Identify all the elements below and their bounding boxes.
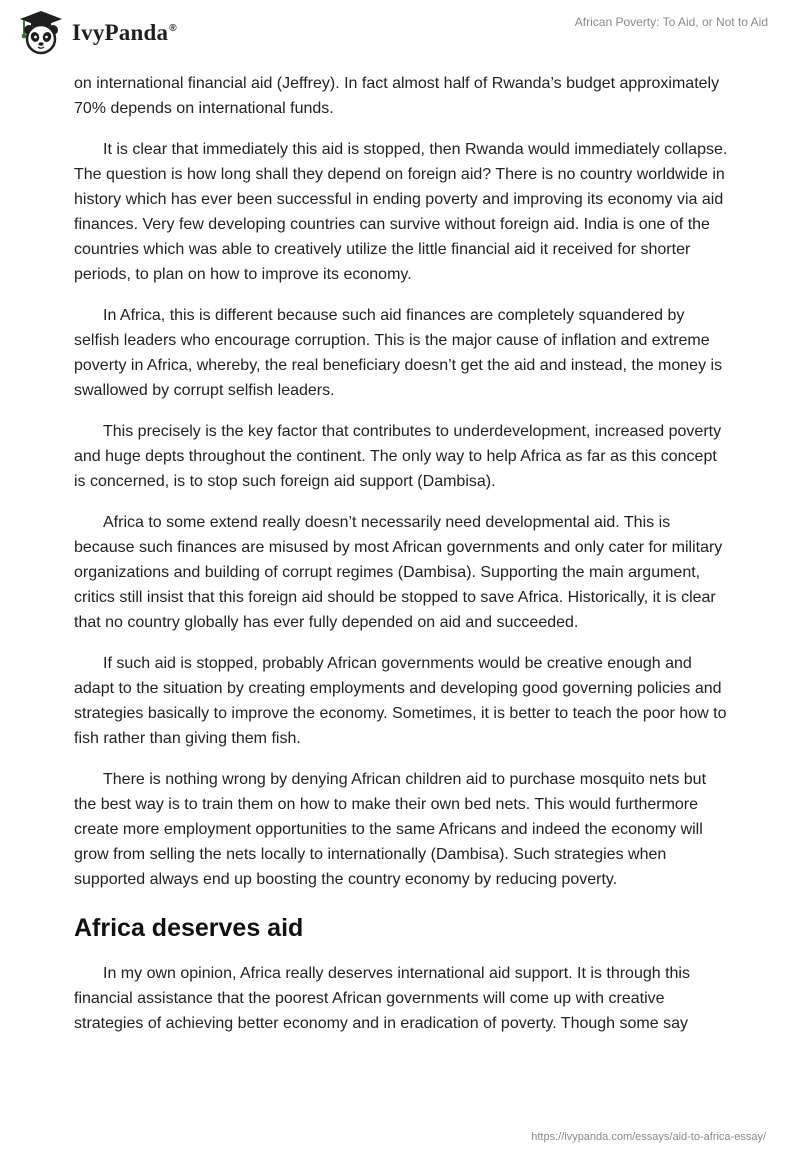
registered-mark: ®: [169, 23, 177, 35]
essay-content: [74, 71, 728, 1052]
paragraph-developmental-aid: Africa to some extend really doesn’t necessarily need developmental aid. This is because such finances are misused by most African governments and only cater for military organizations and building of corrupt regimes (Dambisa). Supporting the main argument, critics still insist that this foreign aid should be stopped to save Africa. Historically, it is clear that no country globally has ever fully depended on aid and succeeded.: [74, 514, 723, 631]
paragraph-africa-different: In Africa, this is different because such aid finances are completely squandered by selfish leaders who encourage corruption. This is the major cause of inflation and extreme poverty in Africa, whereby, the real beneficiary doesn’t get the aid and instead, the money is swallowed by corrupt selfish leaders.: [74, 307, 723, 399]
paragraph-mosquito-nets: There is nothing wrong by denying African children aid to purchase mosquito nets but the best way is to train them on how to make their own bed nets. This would furthermore create more employment opportunities to the same Africans and indeed the economy will grow from selling the nets locally to internationally (Dambisa). Such strategies when supported always end up boosting the country economy by reducing poverty.: [74, 771, 707, 888]
brand-label: IvyPanda: [72, 20, 169, 45]
ivypanda-logo[interactable]: [16, 8, 177, 58]
brand-name: [72, 20, 177, 46]
paragraph-rwanda-collapse: It is clear that immediately this aid is stopped, then Rwanda would immediately collapse. The question is how long shall they depend on foreign aid? There is no country worldwide in history which has ever been successful in ending poverty and improving its economy via aid finances. Very few developing countries can survive without foreign aid. India is one of the countries which was able to creatively utilize the little financial aid it received for shorter periods, to plan on how to improve its economy.: [74, 141, 728, 283]
paragraph-continued: on international financial aid (Jeffrey). In fact almost half of Rwanda’s budget approximately 70% depends on international funds.: [74, 75, 720, 117]
panda-graduate-icon: [16, 8, 66, 58]
source-url[interactable]: https://ivypanda.com/essays/aid-to-africa-essay/: [531, 1131, 766, 1143]
page-header: [0, 0, 800, 70]
document-title: African Poverty: To Aid, or Not to Aid: [574, 15, 768, 29]
paragraph-aid-stopped: If such aid is stopped, probably African governments would be creative enough and adapt to the situation by creating employments and developing good governing policies and strategies basically to improve the economy. Sometimes, it is better to teach the poor how to fish rather than giving them fish.: [74, 655, 727, 747]
paragraph-key-factor: This precisely is the key factor that contributes to underdevelopment, increased poverty and huge depts throughout the continent. The only way to help Africa as far as this concept is concerned, is to stop such foreign aid support (Dambisa).: [74, 423, 722, 490]
section-heading-africa-deserves-aid: Africa deserves aid: [74, 914, 304, 942]
paragraph-own-opinion: In my own opinion, Africa really deserves international aid support. It is through this financial assistance that the poorest African governments will come up with creative strategies of achieving better economy and in eradication of poverty. Though some say: [74, 965, 690, 1032]
